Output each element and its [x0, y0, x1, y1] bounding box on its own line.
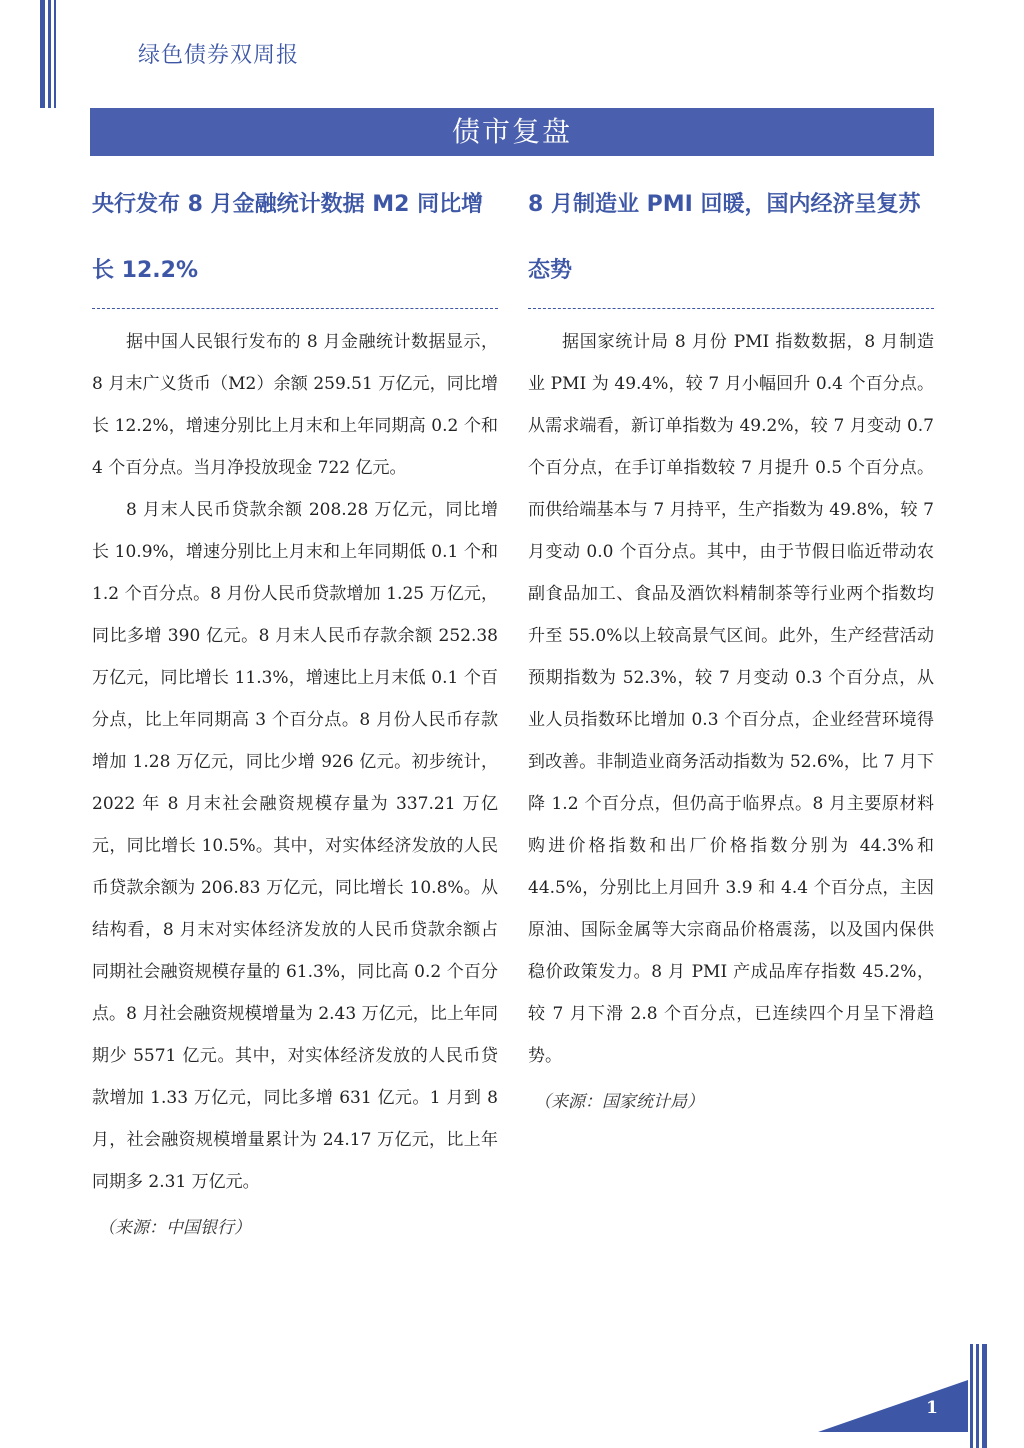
decorative-bars-bottom	[970, 1344, 990, 1448]
report-title: 绿色债券双周报	[138, 43, 300, 68]
page-number: 1	[926, 1398, 938, 1418]
left-article-paragraph-2: 8 月末人民币贷款余额 208.28 万亿元，同比增长 10.9%，增速分别比上月末和上年同期低 0.1 个和 1.2 个百分点。8 月份人民币贷款增加 1.25 万亿元，同比多增 390 亿元。8 月末人民币存款余额 252.38 万亿元，同比增长 11.3%，增速比上月末低 0.1 个百分点，比上年同期高 3 个百分点。8 月份人民币存款增加 1.28 万亿元，同比少增 926 亿元。初步统计，2022 年 8 月末社会融资规模存量为 337.21 万亿元，同比增长 10.5%。其中，对实体经济发放的人民币贷款余额为 206.83 万亿元，同比增长 10.8%。从结构看，8 月末对实体经济发放的人民币贷款余额占同期社会融资规模存量的 61.3%，同比高 0.2 个百分点。8 月社会融资规模增量为 2.43 万亿元，比上年同期少 5571 亿元。其中，对实体经济发放的人民币贷款增加 1.33 万亿元，同比多增 631 亿元。1 月到 8 月，社会融资规模增量累计为 24.17 万亿元，比上年同期多 2.31 万亿元。	[92, 500, 498, 1192]
decorative-bars-top	[40, 0, 60, 108]
section-banner: 债市复盘	[90, 108, 934, 156]
left-article-title: 央行发布 8 月金融统计数据 M2 同比增长 12.2%	[92, 172, 498, 309]
left-article-source: （来源：中国银行）	[98, 1218, 251, 1238]
left-article-paragraph-1: 据中国人民银行发布的 8 月金融统计数据显示，8 月末广义货币（M2）余额 259.51 万亿元，同比增长 12.2%，增速分别比上月末和上年同期高 0.2 个和 4 个百分点。当月净投放现金 722 亿元。	[92, 332, 498, 478]
right-article-source: （来源：国家统计局）	[534, 1092, 704, 1112]
right-article-title: 8 月制造业 PMI 回暖，国内经济呈复苏态势	[528, 172, 934, 309]
corner-triangle-decoration	[818, 1380, 968, 1432]
right-article	[528, 172, 934, 1123]
left-article	[92, 172, 498, 1249]
right-article-paragraph-1: 据国家统计局 8 月份 PMI 指数数据，8 月制造业 PMI 为 49.4%，较 7 月小幅回升 0.4 个百分点。从需求端看，新订单指数为 49.2%，较 7 月变动 0.7 个百分点，在手订单指数较 7 月提升 0.5 个百分点。而供给端基本与 7 月持平，生产指数为 49.8%，较 7 月变动 0.0 个百分点。其中，由于节假日临近带动农副食品加工、食品及酒饮料精制茶等行业两个指数均升至 55.0%以上较高景气区间。此外，生产经营活动预期指数为 52.3%，较 7 月变动 0.3 个百分点，从业人员指数环比增加 0.3 个百分点，企业经营环境得到改善。非制造业商务活动指数为 52.6%，比 7 月下降 1.2 个百分点，但仍高于临界点。8 月主要原材料购进价格指数和出厂价格指数分别为 44.3%和 44.5%，分别比上月回升 3.9 和 4.4 个百分点，主因原油、国际金属等大宗商品价格震荡，以及国内保供稳价政策发力。8 月 PMI 产成品库存指数 45.2%，较 7 月下滑 2.8 个百分点，已连续四个月呈下滑趋势。	[528, 332, 934, 1066]
